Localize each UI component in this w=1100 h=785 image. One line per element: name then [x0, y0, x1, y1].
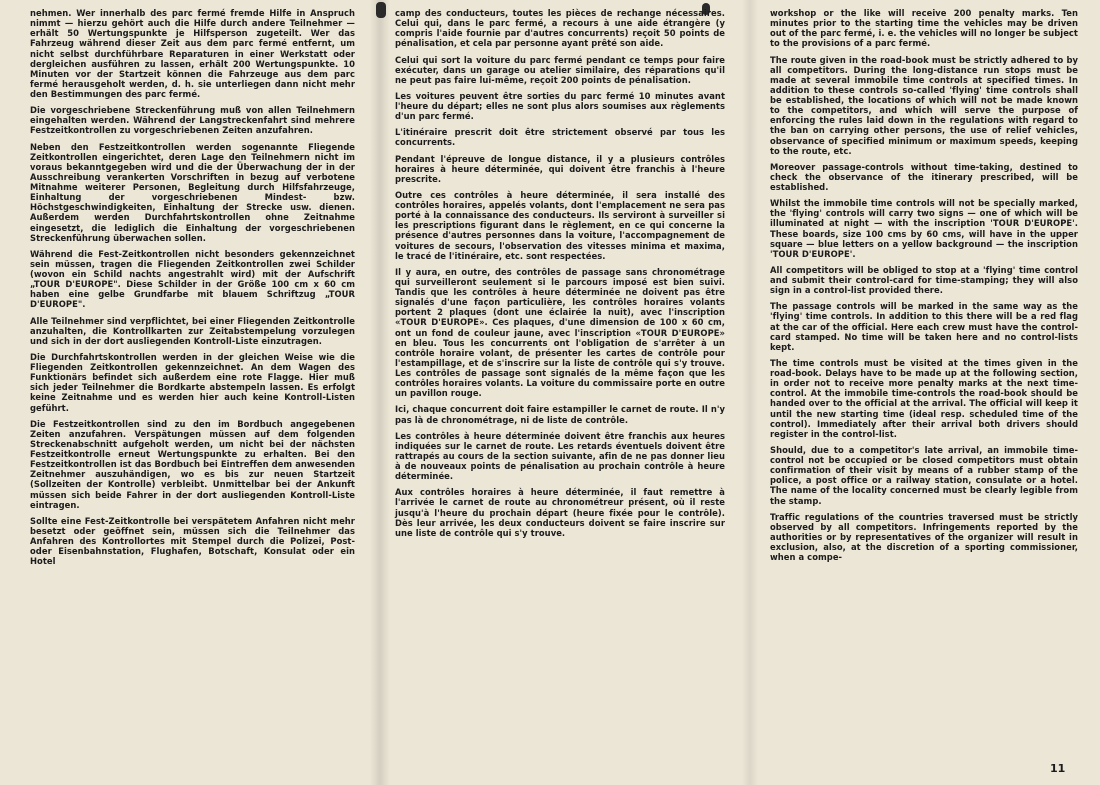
german-paragraph: Während die Fest-Zeitkontrollen nicht besonders gekennzeichnet sein müssen, tragen die Fliegenden Zeitkontrollen zwei Schilder (wovon ein Schild nachts angestrahlt wird) mit der Aufschrift „TOUR D'EUROPE". Diese Schilder in der Größe 100 cm x 60 cm haben eine gelbe Grundfarbe mit blauem Schriftzug „TOUR D'EUROPE".: [30, 248, 355, 310]
german-paragraph: Sollte eine Fest-Zeitkontrolle bei verspätetem Anfahren nicht mehr besetzt oder geöffnet sein, müssen sich die Teilnehmer das Anfahren des Kontrollortes mit Stempel durch die Polizei, Post- oder Eisenbahnstation, Flughafen, Botschaft, Konsulat oder ein Hotel: [30, 515, 355, 567]
english-paragraph: The route given in the road-book must be strictly adhered to by all competitors. During the long-distance run stops must be made at several immobile time controls at specified times. In addition to these controls so-called 'flying' time controls shall be established, the locations of which will not be made known to the competitors, and which will serve the purpose of enforcing the rules laid down in the regulations with regard to the ban on carrying other persons, the use of relief vehicles, observance of specified minimum or maximum speeds, keeping to the route, etc.: [770, 54, 1078, 156]
german-paragraph: nehmen. Wer innerhalb des parc fermé fremde Hilfe in Anspruch nimmt — hierzu gehört auch die Hilfe durch andere Teilnehmer — erhält 50 Wertungspunkte je Hilfsperson zugeteilt. Wer das Fahrzeug während dieser Zeit aus dem parc fermé entfernt, um nicht selbst durchführbare Reparaturen in einer Werkstatt oder dergleichen ausführen zu lassen, erhält 200 Wertungspunkte. 10 Minuten vor der Startzeit können die Fahrzeuge aus dem parc fermé herausgeholt werden, d. h. sie unterliegen dann nicht mehr den Bestimmungen des parc fermé.: [30, 8, 355, 99]
french-paragraph: Aux contrôles horaires à heure déterminée, il faut remettre à l'arrivée le carnet de route au chronométreur présent, où il reste jusqu'à l'heure du prochain départ (heure fixée pour le contrôle). Dès leur arrivée, les deux conducteurs doivent se faire inscrire sur une liste de contrôle qui s'y trouve.: [395, 487, 725, 538]
german-paragraph: Die Festzeitkontrollen sind zu den im Bordbuch angegebenen Zeiten anzufahren. Verspätungen müssen auf dem folgenden Streckenabschnitt aufgeholt werden, um nicht bei der nächsten Festzeitkontrolle erneut Wertungspunkte zu erhalten. Bei den Festzeitkontrollen ist das Bordbuch bei Eintreffen dem anwesenden Zeitnehmer auszuhändigen, wo es bis zur neuen Startzeit (Sollzeiten der Kontrolle) verbleibt. Unmittelbar bei der Ankunft müssen sich beide Fahrer in der dort ausliegenden Kontroll-Liste eintragen.: [30, 418, 355, 510]
english-paragraph: The passage controls will be marked in the same way as the 'flying' time controls. In addition to this there will be a red flag at the car of the official. Here each crew must have the control-card stamped. No time will be taken here and no control-lists kept.: [770, 301, 1078, 352]
french-paragraph: camp des conducteurs, toutes les pièces de rechange nécessaires. Celui qui, dans le parc fermé, a recours à une aide étrangère (y compris l'aide fournie par d'autres concurrents) reçoit 50 points de pénalisation, et cela par personne ayant prêté son aide.: [395, 8, 725, 49]
french-paragraph: Celui qui sort la voiture du parc fermé pendant ce temps pour faire exécuter, dans un garage ou atelier similaire, des réparations qu'il ne peut pas faire lui-même, reçoit 200 points de pénalisation.: [395, 54, 725, 85]
page-number: 11: [1050, 762, 1066, 775]
english-paragraph: Should, due to a competitor's late arrival, an immobile time-control not be occupied or be closed competitors must obtain confirmation of their visit by means of a rubber stamp of the police, a post office or a railway station, consulate or a hotel. The name of the locality concerned must be clearly legible from the stamp.: [770, 444, 1078, 506]
french-column: [395, 8, 725, 544]
german-paragraph: Alle Teilnehmer sind verpflichtet, bei einer Fliegenden Zeitkontrolle anzuhalten, die Kontrollkarten zur Zeitabstempelung vorzulegen und sich in der dort ausliegenden Kontroll-Liste einzutragen.: [30, 315, 355, 346]
french-paragraph: Les voitures peuvent être sorties du parc fermé 10 minutes avant l'heure du départ; elles ne sont plus alors soumises aux règlements d'un parc fermé.: [395, 90, 725, 122]
english-column: [770, 8, 1078, 568]
english-paragraph: workshop or the like will receive 200 penalty marks. Ten minutes prior to the starting time the vehicles may be driven out of the parc fermé, i. e. the vehicles will no longer be subject to the provisions of a parc fermé.: [770, 8, 1078, 49]
german-paragraph: Die Durchfahrtskontrollen werden in der gleichen Weise wie die Fliegenden Zeitkontrollen gekennzeichnet. An dem Wagen des Funktionärs befindet sich außerdem eine rote Flagge. Hier muß sich jeder Teilnehmer die Bordkarte abstempeln lassen. Es erfolgt keine Zeitnahme und es werden hier auch keine Kontroll-Listen geführt.: [30, 351, 355, 413]
staple-top-left: [376, 2, 386, 18]
page-gutter: [370, 0, 390, 785]
french-paragraph: Pendant l'épreuve de longue distance, il y a plusieurs contrôles horaires à heure déterminée, qui doivent être franchis à l'heure prescrite.: [395, 153, 725, 184]
french-paragraph: Outre ces contrôles à heure déterminée, il sera installé des contrôles horaires, appelés volants, dont l'emplacement ne sera pas porté à la connaissance des conducteurs. Ils serviront à surveiller si les prescriptions figurant dans le règlement, en ce qui concerne la présence d'autres personnes dans la voiture, l'accompagnement de voitures de secours, l'observation des vitesses minima et maxima, le tracé de l'itinéraire, etc. sont respectées.: [395, 189, 725, 261]
english-paragraph: Moreover passage-controls without time-taking, destined to check the observance of the itinerary prescribed, will be established.: [770, 161, 1078, 192]
english-paragraph: Whilst the immobile time controls will not be specially marked, the 'flying' controls will carry two signs — one of which will be illuminated at night — with the inscription 'TOUR D'EUROPE'. These boards, size 100 cms by 60 cms, will have in the upper square — blue letters on a yellow background — the inscription 'TOUR D'EUROPE'.: [770, 198, 1078, 259]
english-paragraph: The time controls must be visited at the times given in the road-book. Delays have to be made up at the following section, in order not to receive more penalty marks at the next time-control. At the immobile time-controls the road-book should be handed over to the official at the arrival. The official will keep it until the new starting time (ideal resp. scheduled time of the control). Immediately after their arrival both drivers should register in the control-list.: [770, 357, 1078, 439]
french-paragraph: Les contrôles à heure déterminée doivent être franchis aux heures indiquées sur le carnet de route. Les retards éventuels doivent être rattrapés au cours de la section suivante, afin de ne pas donner lieu à de nouveaux points de pénalisation au prochain contrôle à heure déterminée.: [395, 430, 725, 482]
german-paragraph: Die vorgeschriebene Streckenführung muß von allen Teilnehmern eingehalten werden. Während der Langstreckenfahrt sind mehrere Festzeitkontrollen zu vorgeschriebenen Zeiten anzufahren.: [30, 105, 355, 136]
german-column: [30, 8, 355, 572]
french-paragraph: L'itinéraire prescrit doit être strictement observé par tous les concurrents.: [395, 127, 725, 148]
german-paragraph: Neben den Festzeitkontrollen werden sogenannte Fliegende Zeitkontrollen eingerichtet, deren Lage den Teilnehmern nicht im voraus bekanntgegeben wird und die der Überwachung der in der Ausschreibung verankerten Vorschriften in bezug auf verbotene Mitnahme weiterer Personen, Begleitung durch Hilfsfahrzeuge, Einhaltung der vorgeschriebenen Mindest- bzw. Höchstgeschwindigkeiten, Einhaltung der Strecke usw. dienen. Außerdem werden Durchfahrtskontrollen ohne Zeitnahme eingesetzt, die lediglich die Einhaltung der vorgeschriebenen Streckenführung überwachen sollen.: [30, 141, 355, 243]
english-paragraph: All competitors will be obliged to stop at a 'flying' time control and submit their control-card for time-stamping; they will also sign in a control-list provided there.: [770, 264, 1078, 296]
french-paragraph: Il y aura, en outre, des contrôles de passage sans chronométrage qui surveilleront seulement si le parcours imposé est bien suivi. Tandis que les contrôles à heure déterminée ne doivent pas être signalés d'une façon particulière, les contrôles horaires volants portent 2 plaques (dont une éclairée la nuit), avec l'inscription «TOUR D'EUROPE». Ces plaques, d'une dimension de 100 x 60 cm, ont un fond de couleur jaune, avec l'inscription «TOUR D'EUROPE» en bleu. Tous les concurrents ont l'obligation de s'arrêter à un contrôle horaire volant, de présenter les cartes de contrôle pour l'estampillage, et de s'inscrire sur la liste de contrôle qui s'y trouve. Les contrôles de passage sont signalés de la même façon que les contrôles horaires volants. La voiture du commissaire porte en outre un pavillon rouge.: [395, 266, 725, 399]
english-paragraph: Traffic regulations of the countries traversed must be strictly observed by all competitors. Infringements reported by the authorities or by representatives of the organizer will result in exclusion, also, at the discretion of a sporting commissioner, when a compe-: [770, 511, 1078, 563]
french-paragraph: Ici, chaque concurrent doit faire estampiller le carnet de route. Il n'y pas là de chronométrage, ni de liste de contrôle.: [395, 404, 725, 425]
column-fold: [742, 0, 758, 785]
